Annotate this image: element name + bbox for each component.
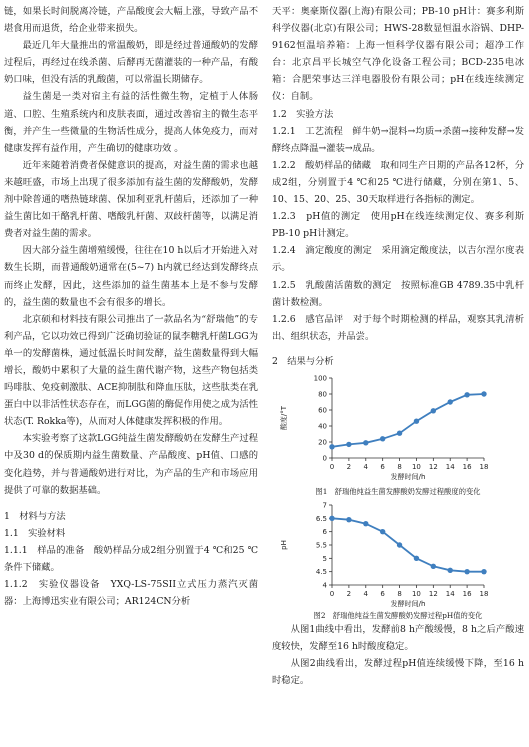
method-item: 1.2.2 酸奶样品的储藏 取和同生产日期的产品各12杯，分成2组，分别置于4 ℃和25 ℃进行储藏，分别在第1、5、10、15、20、25、30天取样进行各指标的测定。 — [272, 159, 524, 206]
figure-caption: 图2 舒瑞他纯益生菌发酵酸奶发酵过程pH值的变化 — [313, 610, 483, 620]
data-point — [414, 418, 419, 423]
y-tick-label: 5.5 — [315, 541, 327, 550]
y-tick-label: 6 — [322, 528, 327, 537]
data-point — [346, 442, 351, 447]
x-tick-label: 14 — [445, 462, 455, 471]
y-tick-label: 4.5 — [315, 568, 327, 577]
x-tick-label: 16 — [462, 589, 472, 598]
data-point — [380, 436, 385, 441]
body-paragraph: 本实验考察了这款LGG纯益生菌发酵酸奶在发酵生产过程中及30 d的保质期内益生菌数量、产品酸度、pH值、口感的变化趋势，并与普通酸奶进行对比，为产品的生产和市场应用提供了可靠的数据基础。 — [4, 433, 258, 496]
body-paragraph: 北京硕和材料技有限公司推出了一款品名为“舒瑞他”的专利产品，它以功效已得到广泛确切验证的鼠李糖乳杆菌LGG为单一的发酵菌株，通过低温长时间发酵，益生菌数量得到大幅增长，酸奶中累积了大量的益生菌代谢产物，这些产物包括类吗啡肽、免疫刺激肽、ACE抑制肽和降血压肽，这些肽类在乳蛋白中以非活性状态存在，而LGG菌的酶促作用使之成为活性状态(T. Rokka等)，从而对人体健康发挥积极的作用。 — [4, 313, 258, 428]
x-tick-label: 2 — [346, 589, 352, 598]
y-axis-label: pH — [280, 540, 288, 550]
data-point — [464, 392, 469, 397]
x-tick-label: 16 — [462, 462, 472, 471]
data-point — [481, 569, 486, 574]
body-paragraph: 益生菌是一类对宿主有益的活性微生物，定植于人体肠道、口腔、生殖系统内和皮肤表面，通过改善宿主的微生态平衡，并产生一些微量的生物活性成分，提高人体免疫力，而对健康发挥有益作用，产生确切的健康功效 。 — [4, 91, 258, 154]
y-tick-label: 4 — [322, 581, 327, 590]
data-point — [414, 556, 419, 561]
data-point — [329, 444, 334, 449]
subsection-heading: 1.2 实验方法 — [272, 108, 334, 120]
data-point — [448, 399, 453, 404]
ph-chart — [272, 497, 524, 610]
x-tick-label: 14 — [445, 589, 455, 598]
right-column — [272, 3, 524, 689]
acidity-chart — [272, 370, 524, 486]
x-tick-label: 4 — [363, 589, 369, 598]
series-line — [332, 518, 484, 571]
body-paragraph: 从图1曲线中看出，发酵前8 h产酸缓慢，8 h之后产酸速度较快，发酵至16 h时酸度稳定。 — [272, 623, 524, 653]
x-tick-label: 8 — [397, 462, 402, 471]
x-tick-label: 6 — [380, 462, 385, 471]
x-tick-label: 18 — [479, 589, 489, 598]
y-tick-label: 7 — [322, 501, 327, 510]
x-axis-label: 发酵时间/h — [390, 599, 426, 608]
data-point — [329, 516, 334, 521]
x-axis-label: 发酵时间/h — [390, 472, 426, 481]
x-tick-label: 6 — [380, 589, 385, 598]
figure-caption: 图1 舒瑞他纯益生菌发酵酸奶发酵过程酸度的变化 — [315, 486, 481, 496]
y-tick-label: 100 — [313, 374, 327, 383]
left-column — [4, 3, 258, 610]
x-tick-label: 2 — [346, 462, 352, 471]
y-axis-label: 酸度/°T — [280, 405, 288, 431]
data-point — [431, 408, 436, 413]
x-tick-label: 4 — [363, 462, 369, 471]
y-tick-label: 40 — [318, 422, 327, 431]
x-tick-label: 10 — [411, 462, 421, 471]
subsection-heading: 1.1 实验材料 — [4, 527, 66, 539]
y-tick-label: 6.5 — [315, 514, 327, 523]
x-tick-label: 12 — [428, 462, 438, 471]
x-tick-label: 10 — [411, 589, 421, 598]
section-heading: 2 结果与分析 — [272, 355, 334, 367]
data-point — [380, 529, 385, 534]
data-point — [397, 542, 402, 547]
method-item: 1.2.6 感官品评 对于每个时期检测的样品，观察其乳清析出、组织状态，并品尝。 — [272, 313, 524, 342]
x-tick-label: 12 — [428, 589, 438, 598]
y-tick-label: 0 — [322, 454, 327, 463]
data-point — [464, 569, 469, 574]
body-paragraph: 链，如果长时间脱离冷链，产品酸度会大幅上涨，导致产品不堪食用而退货，给企业带来损失。 — [4, 6, 258, 35]
y-tick-label: 20 — [318, 438, 327, 447]
x-tick-label: 0 — [329, 462, 335, 471]
data-point — [448, 568, 453, 573]
data-point — [397, 430, 402, 435]
y-tick-label: 80 — [318, 390, 327, 399]
data-point — [346, 517, 351, 522]
y-tick-label: 60 — [318, 406, 327, 415]
data-point — [363, 521, 368, 526]
method-item: 1.1.2 实验仪器设备 YXQ-LS-75SII立式压力蒸汽灭菌器：上海博迅实业有限公司；AR124CN分析 — [4, 579, 258, 608]
body-paragraph: 天平：奥豪斯仪器(上海)有限公司；PB-10 pH计：赛多利斯科学仪器(北京)有限公司；HWS-28数显恒温水浴锅、DHP-9162恒温培养箱：上海一恒科学仪器有限公司；超净工作台：北京昌平长城空气净化设备工程公司；BCD-235电冰箱：合肥荣事达三洋电器股份有限公司；pH在线连续测定仪：自制。 — [272, 6, 524, 103]
section-heading: 1 材料与方法 — [4, 510, 66, 522]
method-item: 1.2.4 滴定酸度的测定 采用滴定酸度法，以吉尔涅尔度表示。 — [272, 245, 524, 274]
x-tick-label: 18 — [479, 462, 489, 471]
series-line — [332, 394, 484, 447]
data-point — [431, 564, 436, 569]
y-tick-label: 5 — [322, 554, 327, 563]
method-item: 1.2.3 pH值的测定 使用pH在线连续测定仪、赛多利斯PB-10 pH计测定。 — [272, 211, 524, 240]
body-paragraph: 最近几年大量推出的常温酸奶，即是经过普通酸奶的发酵过程后，再经过在线杀菌、后酵再无菌灌装的一种产品，有酸奶口味，但没有活的乳酸菌，可以常温长期储存。 — [4, 40, 258, 86]
method-item: 1.2.1 工艺流程 鲜牛奶→混料→均质→杀菌→接种发酵→发酵终点降温→灌装→成品。 — [272, 125, 524, 154]
data-point — [481, 391, 486, 396]
method-item: 1.2.5 乳酸菌活菌数的测定 按照标准GB 4789.35中乳杆菌计数检测。 — [272, 279, 524, 308]
body-paragraph: 近年来随着消费者保健意识的提高，对益生菌的需求也越来越旺盛，市场上出现了很多添加有益生菌的发酵酸奶，发酵剂中除普通的嗜热链球菌、保加利亚乳杆菌后，还添加了一种益生菌比如干酪乳杆菌、嗜酸乳杆菌、双歧杆菌等，以满足消费者对益生菌的需求。 — [4, 159, 258, 240]
x-tick-label: 0 — [329, 589, 335, 598]
x-tick-label: 8 — [397, 589, 402, 598]
body-paragraph: 从图2曲线看出，发酵过程pH值连续缓慢下降，至16 h时稳定。 — [272, 658, 524, 687]
data-point — [363, 440, 368, 445]
body-paragraph: 因大部分益生菌增殖缓慢，往往在10 h以后才开始进入对数生长期，而普通酸奶通常在(5~7) h内就已经达到发酵终点而终止发酵，因此，这些添加的益生菌基本上是不参与发酵的，益生菌的数量也不会有很多的增长。 — [4, 245, 258, 308]
method-item: 1.1.1 样品的准备 酸奶样品分成2组分别置于4 ℃和25 ℃条件下储藏。 — [4, 544, 258, 573]
